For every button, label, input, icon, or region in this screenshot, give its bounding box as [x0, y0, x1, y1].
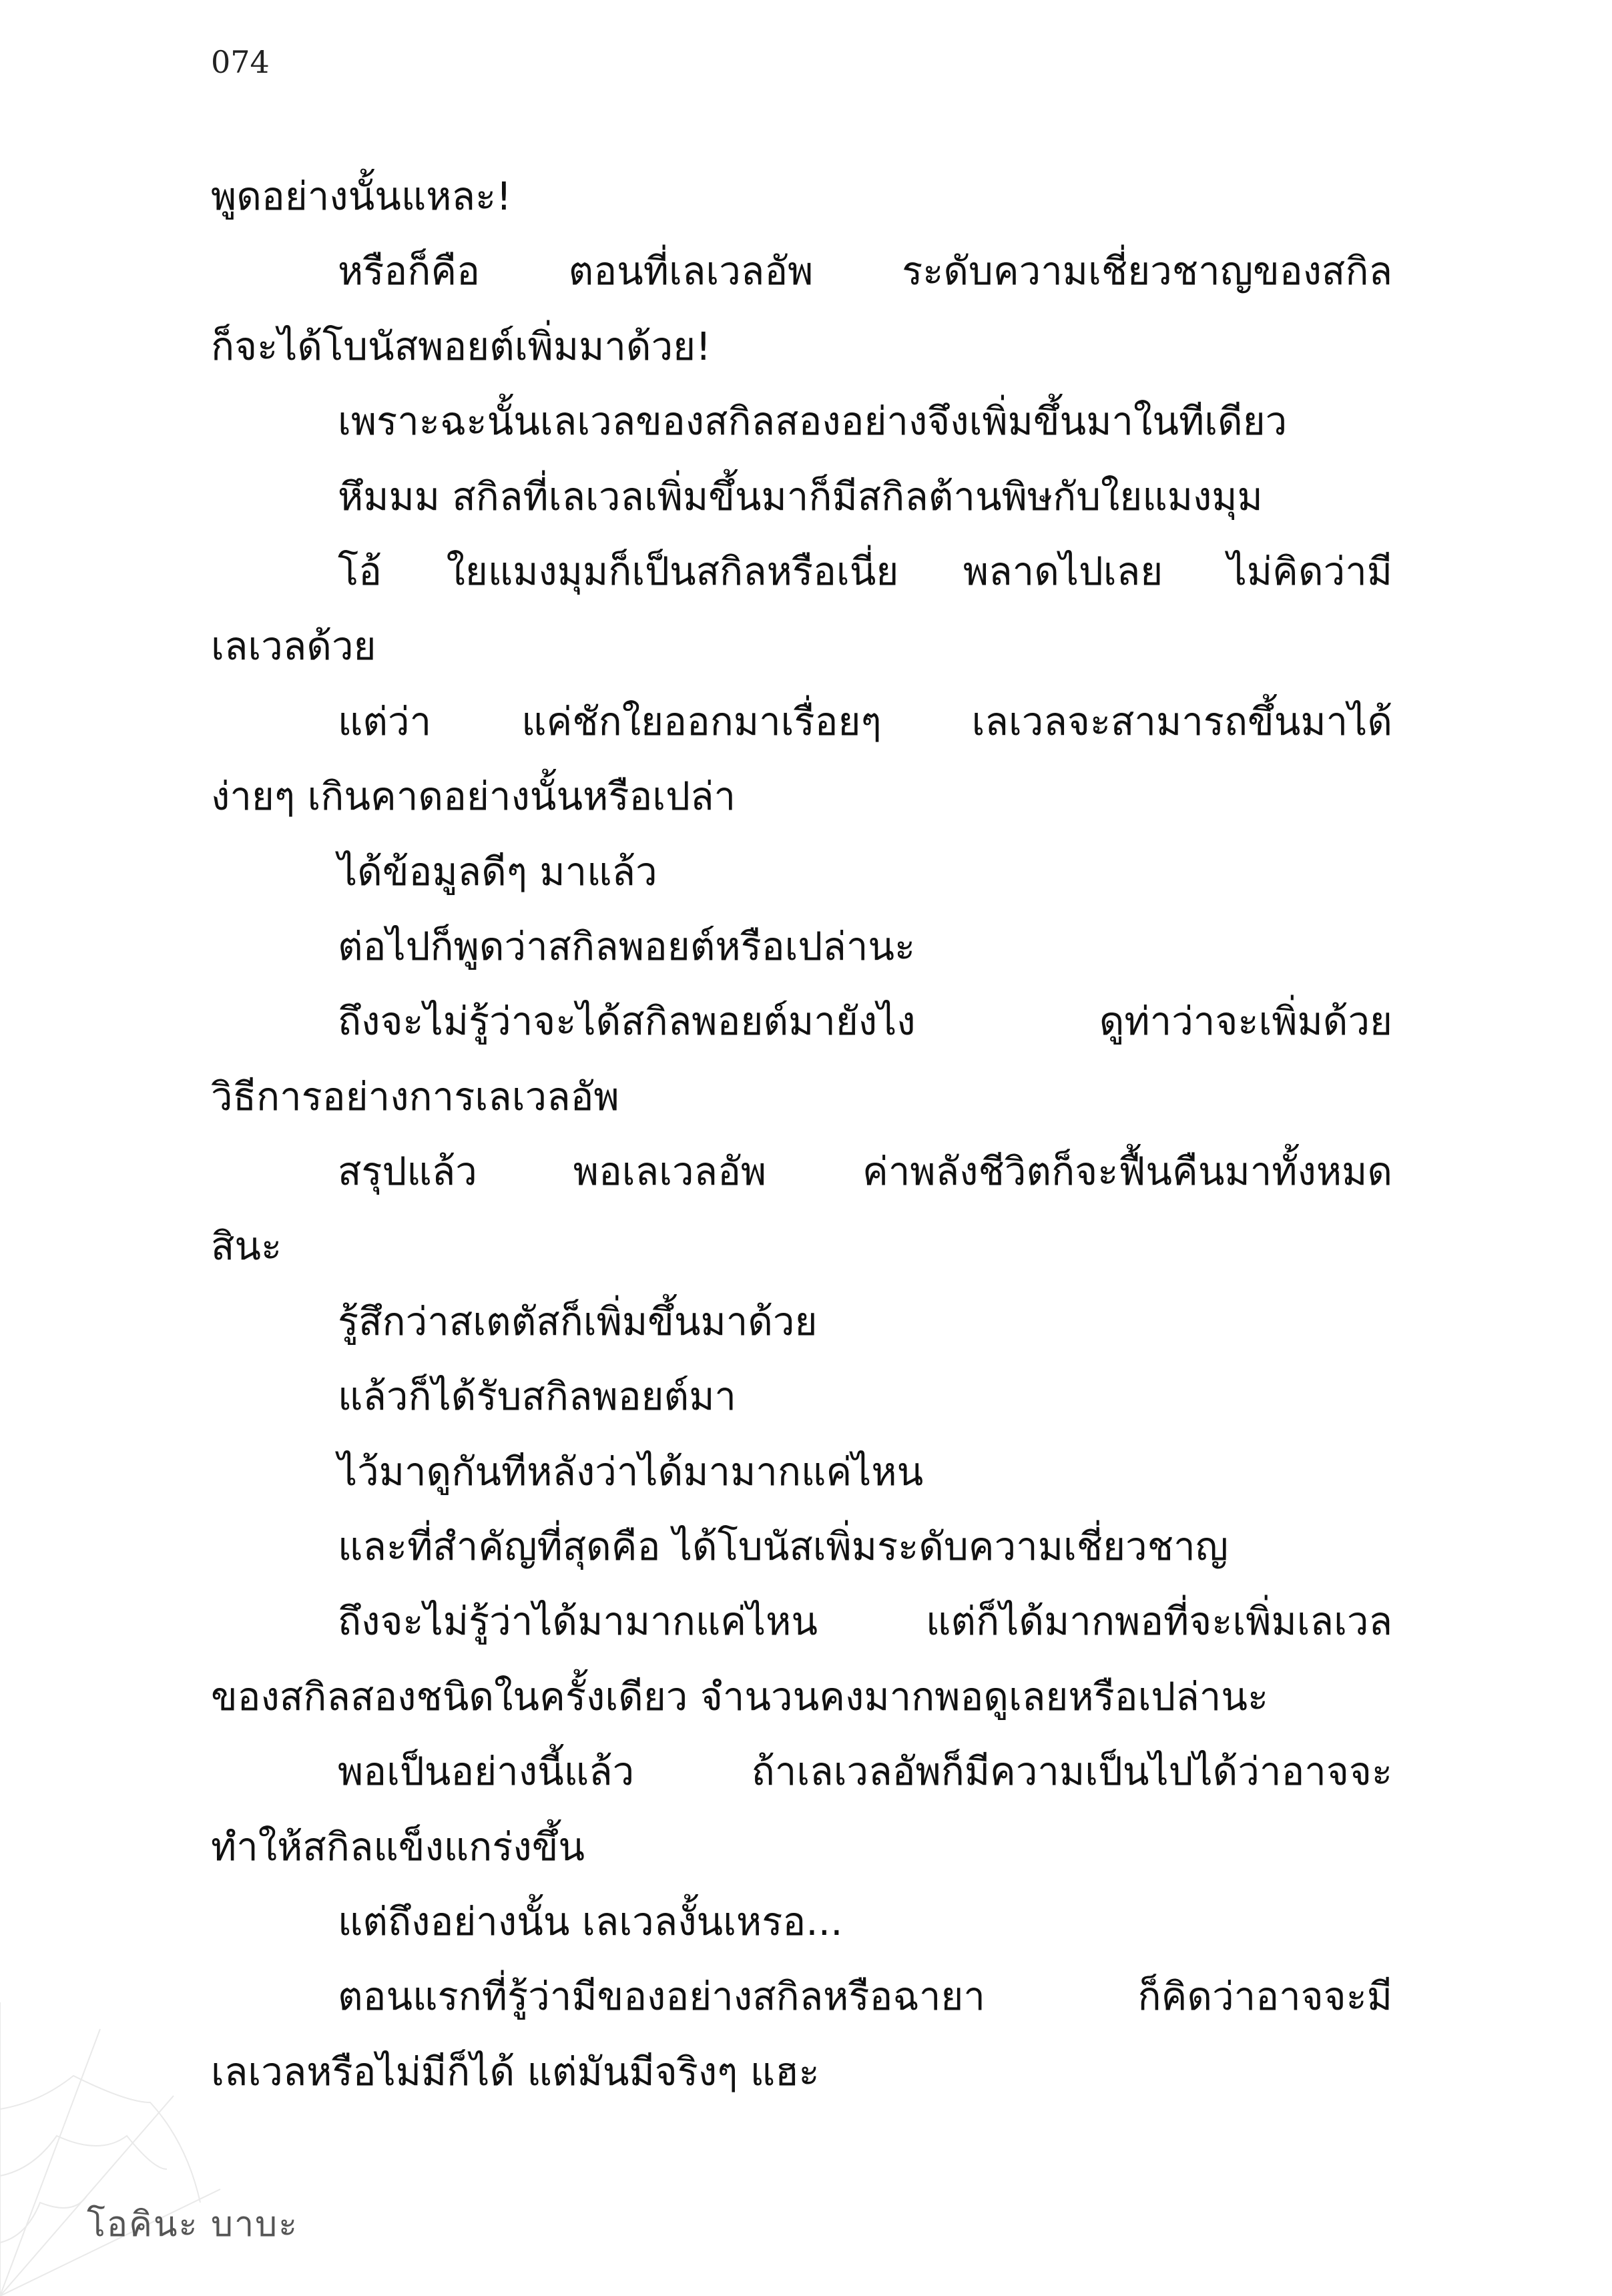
text-line: รู้สึกว่าสเตตัสก็เพิ่มขึ้นมาด้วย [338, 1298, 818, 1344]
text-line: ตอนแรกที่รู้ว่ามีของอย่างสกิลหรือฉายา ก็คิดว่าอาจจะมี [338, 1974, 1392, 2020]
text-line: แต่ว่า แค่ชักใยออกมาเรื่อยๆ เลเวลจะสามารถขึ้นมาได้ [338, 698, 1392, 744]
text-line: ทำให้สกิลแข็งแกร่งขึ้น [211, 1823, 585, 1870]
text-line: ถึงจะไม่รู้ว่าจะได้สกิลพอยต์มายังไง ดูท่าว่าจะเพิ่มด้วย [338, 998, 1392, 1045]
text-line: เลเวลด้วย [211, 623, 376, 669]
text-line: ถึงจะไม่รู้ว่าได้มามากแค่ไหน แต่ก็ได้มากพอที่จะเพิ่มเลเวล [338, 1599, 1392, 1645]
text-line: สินะ [211, 1223, 282, 1269]
spider-web-decoration [0, 2002, 240, 2296]
text-line: หรือก็คือ ตอนที่เลเวลอัพ ระดับความเชี่ยวชาญของสกิล [338, 248, 1392, 294]
text-line: พูดอย่างนั้นแหละ! [211, 174, 512, 219]
text-line: ก็จะได้โบนัสพอยต์เพิ่มมาด้วย! [211, 323, 712, 369]
text-line: ของสกิลสองชนิดในครั้งเดียว จำนวนคงมากพอดูเลยหรือเปล่านะ [211, 1673, 1269, 1719]
text-line: โอ้ ใยแมงมุมก็เป็นสกิลหรือเนี่ย พลาดไปเลย ไม่คิดว่ามี [338, 548, 1392, 594]
text-line: แต่ถึงอย่างนั้น เลเวลงั้นเหรอ... [338, 1898, 843, 1944]
text-line: ไว้มาดูกันทีหลังว่าได้มามากแค่ไหน [338, 1448, 924, 1494]
text-line: วิธีการอย่างการเลเวลอัพ [211, 1073, 619, 1119]
text-line: ต่อไปก็พูดว่าสกิลพอยต์หรือเปล่านะ [338, 923, 916, 969]
text-line: และที่สำคัญที่สุดคือ ได้โบนัสเพิ่มระดับความเชี่ยวชาญ [338, 1524, 1229, 1570]
body-text [211, 159, 1392, 2109]
footer-author: โอคินะ บาบะ [87, 2205, 299, 2245]
text-line: เลเวลหรือไม่มีก็ได้ แต่มันมีจริงๆ แฮะ [211, 2048, 820, 2094]
text-line: พอเป็นอย่างนี้แล้ว ถ้าเลเวลอัพก็มีความเป็นไปได้ว่าอาจจะ [338, 1749, 1392, 1795]
text-line: ง่ายๆ เกินคาดอย่างนั้นหรือเปล่า [211, 774, 736, 820]
page-number: 074 [211, 44, 270, 80]
text-line: หึมมม สกิลที่เลเวลเพิ่มขึ้นมาก็มีสกิลต้านพิษกับใยแมงมุม [338, 473, 1263, 519]
text-line: แล้วก็ได้รับสกิลพอยต์มา [338, 1374, 736, 1420]
text-line: เพราะฉะนั้นเลเวลของสกิลสองอย่างจึงเพิ่มขึ้นมาในทีเดียว [338, 398, 1288, 445]
text-line: ได้ข้อมูลดีๆ มาแล้ว [338, 848, 657, 894]
text-line: สรุปแล้ว พอเลเวลอัพ ค่าพลังชีวิตก็จะฟื้นคืนมาทั้งหมด [338, 1149, 1392, 1195]
